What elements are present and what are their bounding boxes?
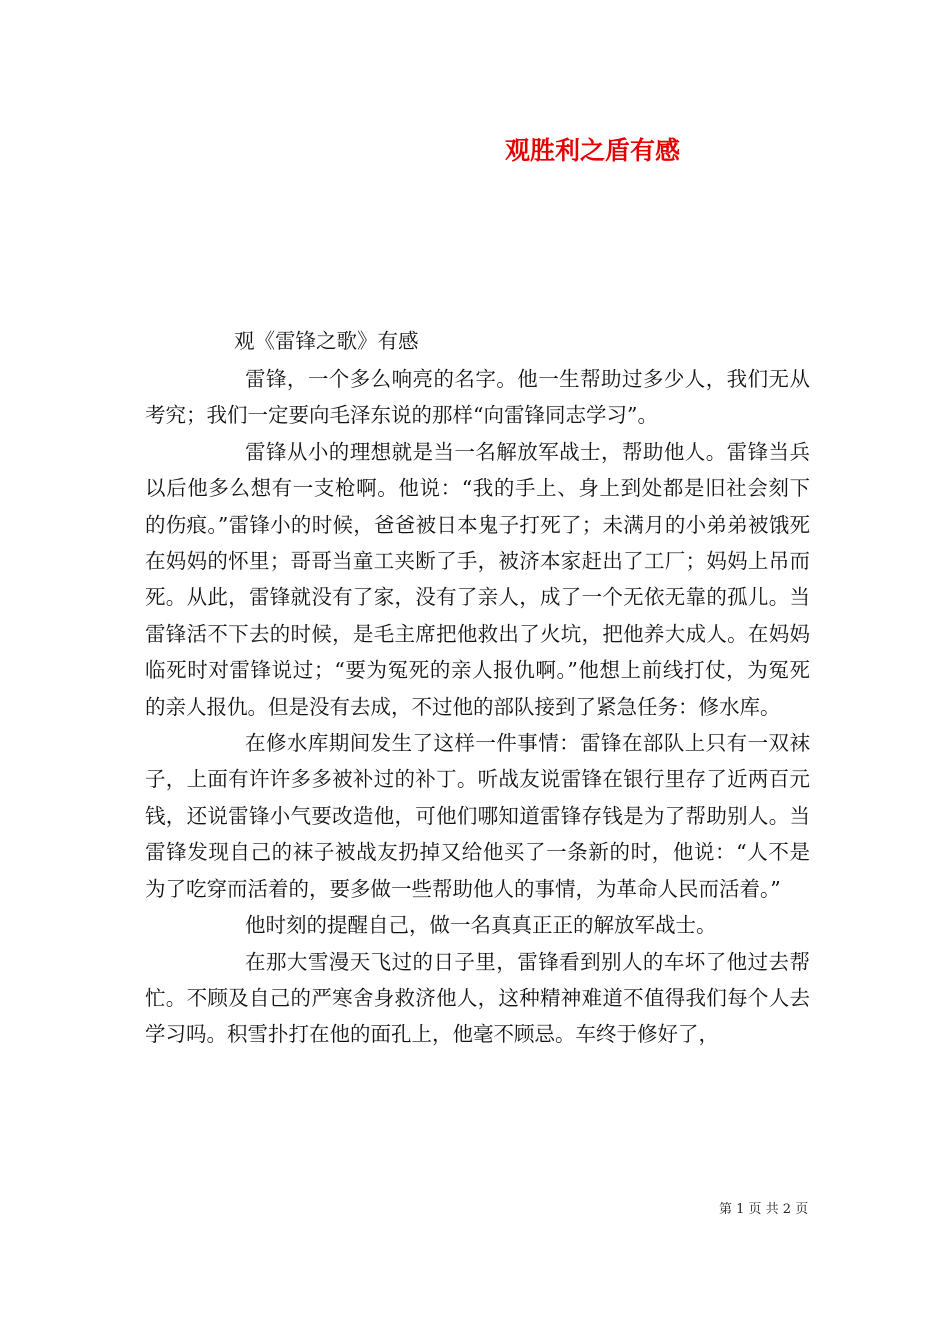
article-subtitle: 观《雷锋之歌》有感	[234, 329, 419, 353]
article-body	[145, 361, 810, 1053]
document-title: 观胜利之盾有感	[505, 136, 681, 165]
paragraph: 雷锋从小的理想就是当一名解放军战士，帮助他人。雷锋当兵以后他多么想有一支枪啊。他说：“我的手上、身上到处都是旧社会刻下的伤痕。”雷锋小的时候，爸爸被日本鬼子打死了；未满月的小弟弟被饿死在妈妈的怀里；哥哥当童工夹断了手，被济本家赶出了工厂；妈妈上吊而死。从此，雷锋就没有了家，没有了亲人，成了一个无依无靠的孤儿。当雷锋活不下去的时候，是毛主席把他救出了火坑，把他养大成人。在妈妈临死时对雷锋说过；“要为冤死的亲人报仇啊。”他想上前线打仗，为冤死的亲人报仇。但是没有去成，不过他的部队接到了紧急任务：修水库。	[145, 439, 810, 719]
paragraph: 在修水库期间发生了这样一件事情：雷锋在部队上只有一双袜子，上面有许许多多被补过的补丁。听战友说雷锋在银行里存了近两百元钱，还说雷锋小气要改造他，可他们哪知道雷锋存钱是为了帮助别人。当雷锋发现自己的袜子被战友扔掉又给他买了一条新的时，他说：“人不是为了吃穿而活着的，要多做一些帮助他人的事情，为革命人民而活着。”	[145, 731, 810, 901]
page-number-footer: 第 1 页 共 2 页	[719, 1202, 809, 1217]
paragraph: 雷锋，一个多么响亮的名字。他一生帮助过多少人，我们无从考究；我们一定要向毛泽东说的那样“向雷锋同志学习”。	[145, 367, 810, 428]
paragraph: 在那大雪漫天飞过的日子里，雷锋看到别人的车坏了他过去帮忙。不顾及自己的严寒舍身救济他人，这种精神难道不值得我们每个人去学习吗。积雪扑打在他的面孔上，他毫不顾忌。车终于修好了，	[145, 949, 810, 1047]
paragraph: 他时刻的提醒自己，做一名真真正正的解放军战士。	[245, 913, 717, 938]
